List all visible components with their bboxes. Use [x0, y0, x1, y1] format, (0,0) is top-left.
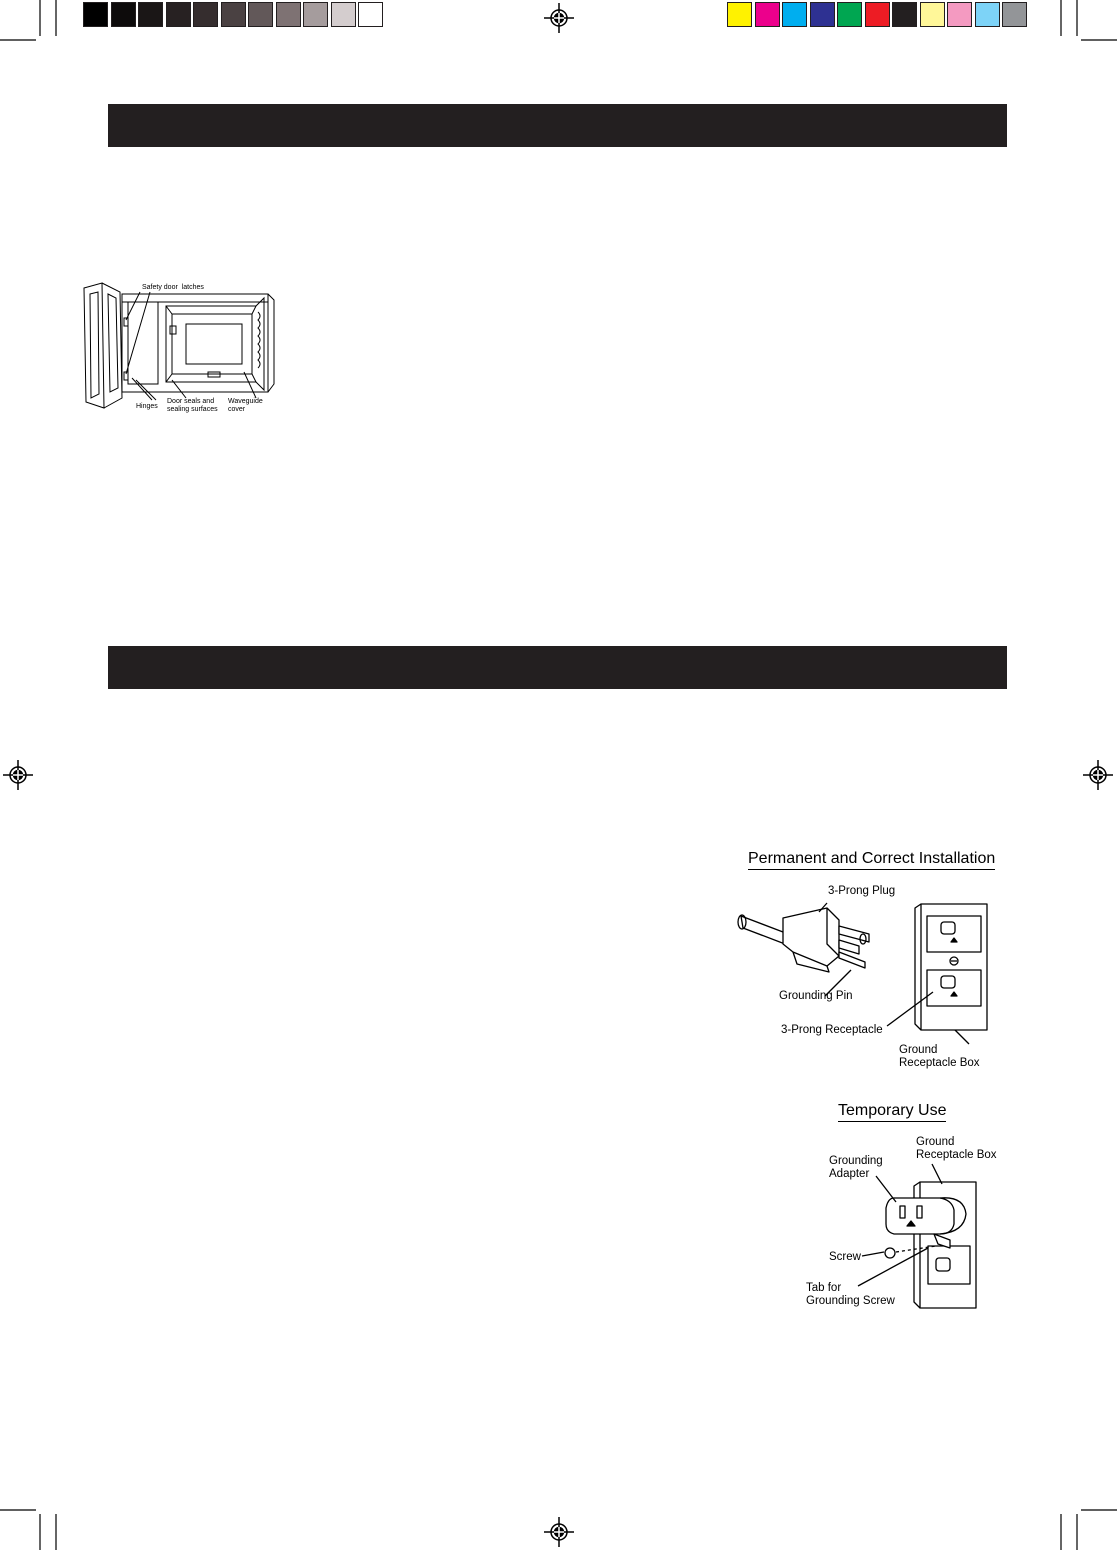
three-prong-plug-label: 3-Prong Plug — [828, 885, 896, 897]
tab-for-grounding-screw-label: Tab for Grounding Screw — [806, 1282, 895, 1307]
plug-and-receptacle-drawing — [735, 848, 1015, 1073]
permanent-installation-caption: Permanent and Correct Installation — [748, 850, 995, 870]
adapter-ground-receptacle-box-label: Ground Receptacle Box — [916, 1136, 997, 1161]
registration-mark-left — [3, 760, 33, 790]
registration-mark-right — [1083, 760, 1113, 790]
grounding-pin-label: Grounding Pin — [779, 990, 853, 1002]
registration-mark-bottom — [544, 1517, 574, 1547]
microwave-drawing — [80, 280, 280, 416]
temporary-use-caption: Temporary Use — [838, 1102, 946, 1122]
grounding-adapter-label: Grounding Adapter — [829, 1155, 883, 1180]
permanent-installation-figure — [735, 848, 1015, 1073]
screw-label: Screw — [829, 1251, 861, 1263]
door-seals-label: Door seals and sealing surfaces — [167, 398, 218, 413]
ground-receptacle-box-label: Ground Receptacle Box — [899, 1044, 980, 1069]
microwave-door-figure — [80, 280, 280, 416]
section-header-bar-middle — [108, 646, 1007, 689]
registration-mark-top — [544, 3, 574, 33]
waveguide-cover-label: Waveguide cover — [228, 398, 263, 413]
three-prong-receptacle-label: 3-Prong Receptacle — [781, 1024, 883, 1036]
section-header-bar-top — [108, 104, 1007, 147]
safety-door-latches-label: Safety door latches — [142, 284, 204, 291]
temporary-use-figure — [800, 1100, 1010, 1315]
hinges-label: Hinges — [136, 403, 158, 410]
